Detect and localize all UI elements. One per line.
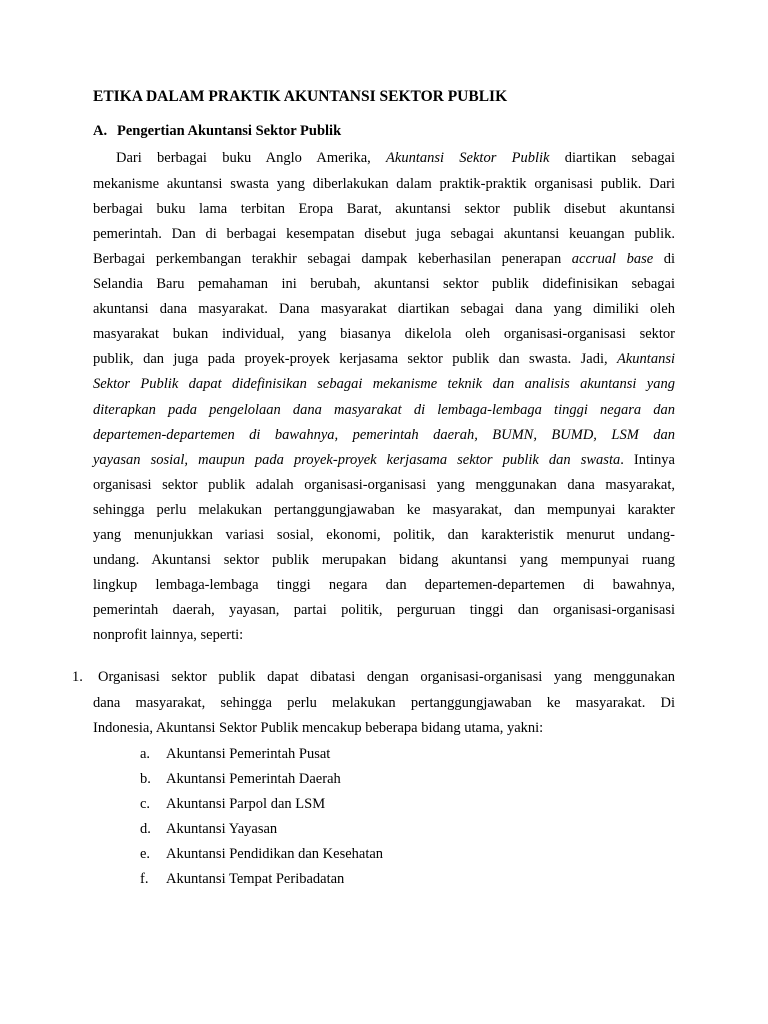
document-title: ETIKA DALAM PRAKTIK AKUNTANSI SEKTOR PUBLIK	[93, 88, 508, 105]
sub-item: c. Akuntansi Parpol dan LSM	[140, 796, 326, 812]
paragraph-line: undang. Akuntansi sektor publik merupakan bidang akuntansi yang mempunyai ruang	[93, 552, 675, 568]
section-heading	[93, 123, 341, 140]
paragraph-line: Sektor Publik dapat didefinisikan sebagai mekanisme teknik dan analisis akuntansi yang	[93, 376, 675, 392]
section-heading-text: Pengertian Akuntansi Sektor Publik	[117, 123, 342, 139]
paragraph-line: publik, dan juga pada proyek-proyek kerjasama sektor publik dan swasta. Jadi, Akuntansi	[93, 351, 675, 367]
paragraph-line: Selandia Baru pemahaman ini berubah, akuntansi sektor publik didefinisikan sebagai	[93, 276, 675, 292]
paragraph-line: Berbagai perkembangan terakhir sebagai dampak keberhasilan penerapan accrual base di	[93, 251, 676, 267]
paragraph-line: yang menunjukkan variasi sosial, ekonomi, politik, dan karakteristik menurut undang-	[93, 527, 675, 543]
paragraph-line: nonprofit lainnya, seperti:	[93, 627, 244, 643]
paragraph-line: sehingga perlu melakukan pertanggungjawaban ke masyarakat, dan mempunyai karakter	[93, 502, 675, 518]
paragraph-line: pemerintah daerah, yayasan, partai politik, perguruan tinggi dan organisasi-organisasi	[93, 602, 675, 618]
paragraph-line: Dari berbagai buku Anglo Amerika, Akuntansi Sektor Publik diartikan sebagai	[116, 150, 676, 166]
paragraph-line: masyarakat bukan individual, yang biasanya dikelola oleh organisasi-organisasi sektor	[93, 326, 675, 342]
numbered-item-label: 1.	[72, 669, 83, 685]
sub-item: a. Akuntansi Pemerintah Pusat	[140, 746, 331, 762]
paragraph-line: akuntansi dana masyarakat. Dana masyarakat diartikan sebagai dana yang dimiliki oleh	[93, 301, 675, 317]
paragraph-line: diterapkan pada pengelolaan dana masyarakat di lembaga-lembaga tinggi negara dan	[93, 402, 675, 418]
numbered-item-line: dana masyarakat, sehingga perlu melakukan pertanggungjawaban ke masyarakat. Di	[93, 695, 675, 711]
sub-item: d. Akuntansi Yayasan	[140, 821, 278, 837]
numbered-item-line: Indonesia, Akuntansi Sektor Publik mencakup beberapa bidang utama, yakni:	[93, 720, 544, 736]
paragraph-line: berbagai buku lama terbitan Eropa Barat, akuntansi sektor publik disebut akuntansi	[93, 201, 675, 217]
paragraph-line: yayasan sosial, maupun pada proyek-proyek kerjasama sektor publik dan swasta. Intinya	[93, 452, 675, 468]
paragraph-line: organisasi sektor publik adalah organisasi-organisasi yang menggunakan dana masyarakat,	[93, 477, 675, 493]
sub-item: b. Akuntansi Pemerintah Daerah	[140, 771, 341, 787]
section-letter: A.	[93, 123, 108, 139]
paragraph-line: departemen-departemen di bawahnya, pemerintah daerah, BUMN, BUMD, LSM dan	[93, 427, 675, 443]
paragraph-line: pemerintah. Dan di berbagai kesempatan disebut juga sebagai akuntansi keuangan publik.	[93, 226, 675, 242]
numbered-item-line: Organisasi sektor publik dapat dibatasi dengan organisasi-organisasi yang menggunakan	[98, 669, 675, 685]
sub-item: e. Akuntansi Pendidikan dan Kesehatan	[140, 846, 384, 862]
sub-item: f. Akuntansi Tempat Peribadatan	[140, 871, 345, 887]
paragraph-line: mekanisme akuntansi swasta yang diberlakukan dalam praktik-praktik organisasi publik. Dari	[93, 176, 675, 192]
paragraph-line: lingkup lembaga-lembaga tinggi negara dan departemen-departemen di bawahnya,	[93, 577, 675, 593]
